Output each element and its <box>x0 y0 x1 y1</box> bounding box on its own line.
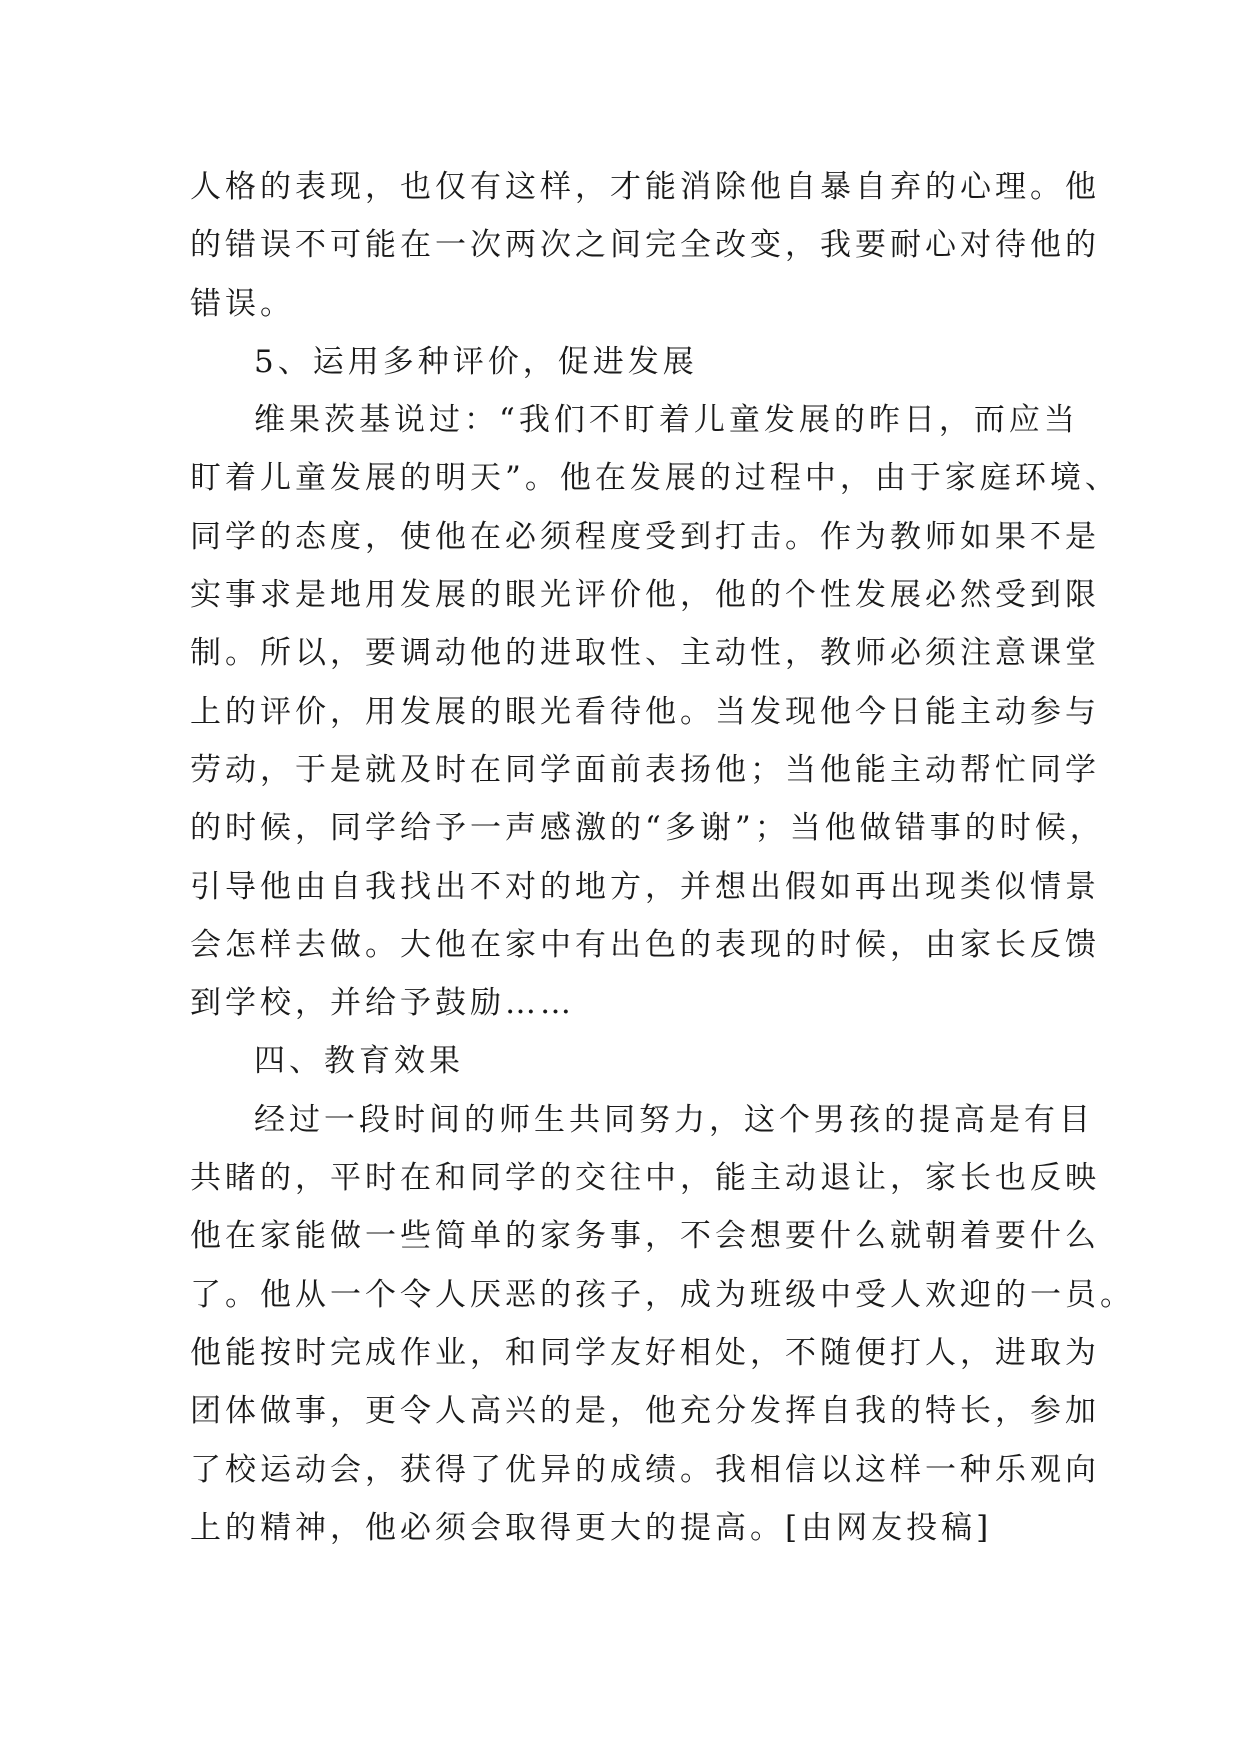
document-body <box>190 158 1135 1557</box>
text-line: 共睹的，平时在和同学的交往中，能主动退让，家长也反映 <box>190 1160 1100 1197</box>
text-line: 上的精神，他必须会取得更大的提高。[由网友投稿] <box>190 1509 993 1546</box>
text-line: 到学校，并给予鼓励…… <box>190 985 575 1022</box>
text-line: 制。所以，要调动他的进取性、主动性，教师必须注意课堂 <box>190 635 1100 672</box>
text-line: 了校运动会，获得了优异的成绩。我相信以这样一种乐观向 <box>190 1451 1100 1488</box>
text-line: 同学的态度，使他在必须程度受到打击。作为教师如果不是 <box>190 518 1100 555</box>
text-line: 盯着儿童发展的明天”。他在发展的过程中，由于家庭环境、 <box>190 460 1120 497</box>
text-line: 实事求是地用发展的眼光评价他，他的个性发展必然受到限 <box>190 577 1100 614</box>
text-line: 经过一段时间的师生共同努力，这个男孩的提高是有目 <box>254 1101 1094 1138</box>
text-line: 了。他从一个令人厌恶的孩子，成为班级中受人欢迎的一员。 <box>190 1276 1135 1313</box>
text-line: 的时候，同学给予一声感激的“多谢”；当他做错事的时候， <box>190 810 1105 847</box>
text-line: 四、教育效果 <box>254 1043 464 1080</box>
text-line: 5、运用多种评价，促进发展 <box>254 343 698 380</box>
text-line: 他在家能做一些简单的家务事，不会想要什么就朝着要什么 <box>190 1218 1100 1255</box>
text-line: 引导他由自我找出不对的地方，并想出假如再出现类似情景 <box>190 868 1100 905</box>
text-line: 人格的表现，也仅有这样，才能消除他自暴自弃的心理。他 <box>190 169 1100 205</box>
text-line: 他能按时完成作业，和同学友好相处，不随便打人，进取为 <box>190 1334 1100 1371</box>
text-line: 劳动，于是就及时在同学面前表扬他；当他能主动帮忙同学 <box>190 751 1100 788</box>
text-line: 维果茨基说过：“我们不盯着儿童发展的昨日，而应当 <box>254 402 1079 439</box>
text-line: 的错误不可能在一次两次之间完全改变，我要耐心对待他的 <box>190 227 1100 264</box>
text-line: 会怎样去做。大他在家中有出色的表现的时候，由家长反馈 <box>190 926 1100 963</box>
text-line: 错误。 <box>190 285 295 322</box>
text-line: 团体做事，更令人高兴的是，他充分发挥自我的特长，参加 <box>190 1393 1100 1430</box>
text-line: 上的评价，用发展的眼光看待他。当发现他今日能主动参与 <box>190 693 1100 730</box>
